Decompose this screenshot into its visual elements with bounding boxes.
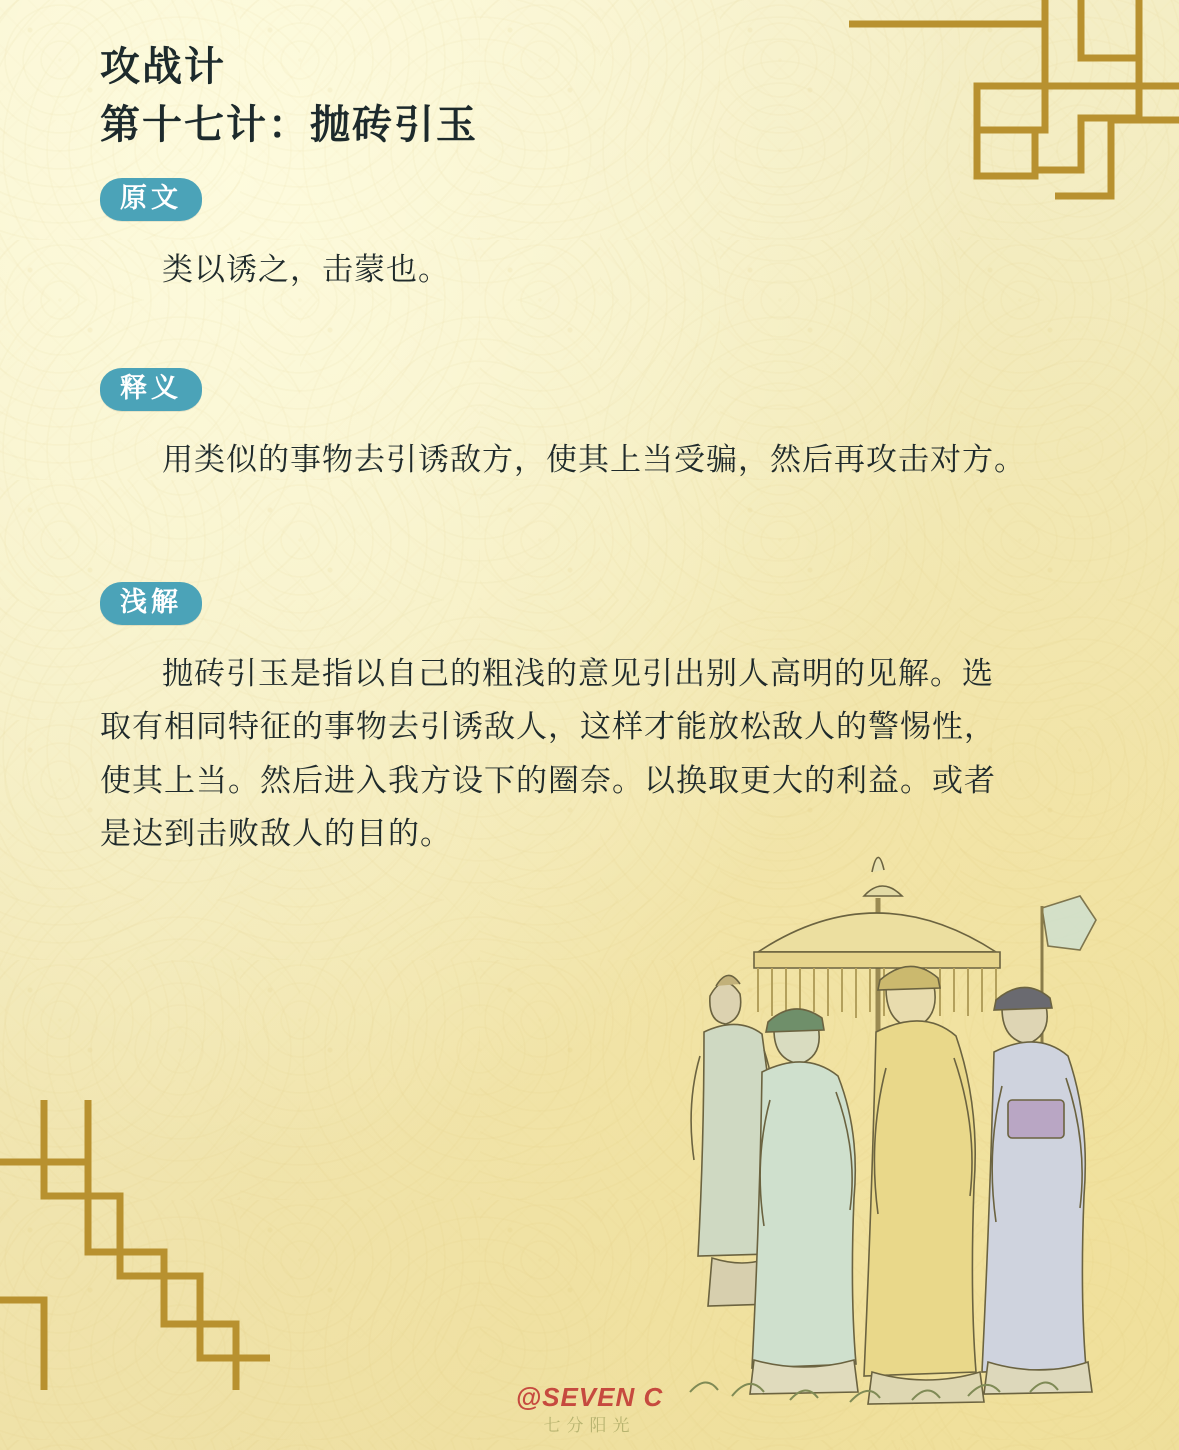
chapter-title: 攻战计 xyxy=(100,45,226,89)
section-label-yuanwen: 原文 xyxy=(100,178,202,221)
section-label-shiyi: 释义 xyxy=(100,368,202,411)
page-title xyxy=(100,38,478,154)
strategy-title: 第十七计：抛砖引玉 xyxy=(100,103,478,147)
section-label-qianjie: 浅解 xyxy=(100,582,202,625)
section-text-shiyi: 用类似的事物去引诱敌方，使其上当受骗，然后再攻击对方。 xyxy=(162,442,1026,478)
ancient-chinese-figures-illustration xyxy=(650,800,1120,1410)
watermark xyxy=(0,1382,1179,1442)
watermark-handle: @SEVEN C xyxy=(515,1382,664,1412)
section-text-qianjie: 抛砖引玉是指以自己的粗浅的意见引出别人高明的见解。选取有相同特征的事物去引诱敌人，这样才能放松敌人的警惕性，使其上当。然后进入我方设下的圈奈。以换取更大的利益。或者是达到击败敌人的目的。 xyxy=(100,656,996,851)
section-yuanwen xyxy=(100,178,1080,296)
watermark-subtitle: 七分阳光 xyxy=(543,1416,636,1435)
corner-ornament-bottom-left-icon xyxy=(0,1100,270,1390)
section-text-yuanwen: 类以诱之，击蒙也。 xyxy=(162,252,450,288)
section-shiyi xyxy=(100,368,1080,486)
